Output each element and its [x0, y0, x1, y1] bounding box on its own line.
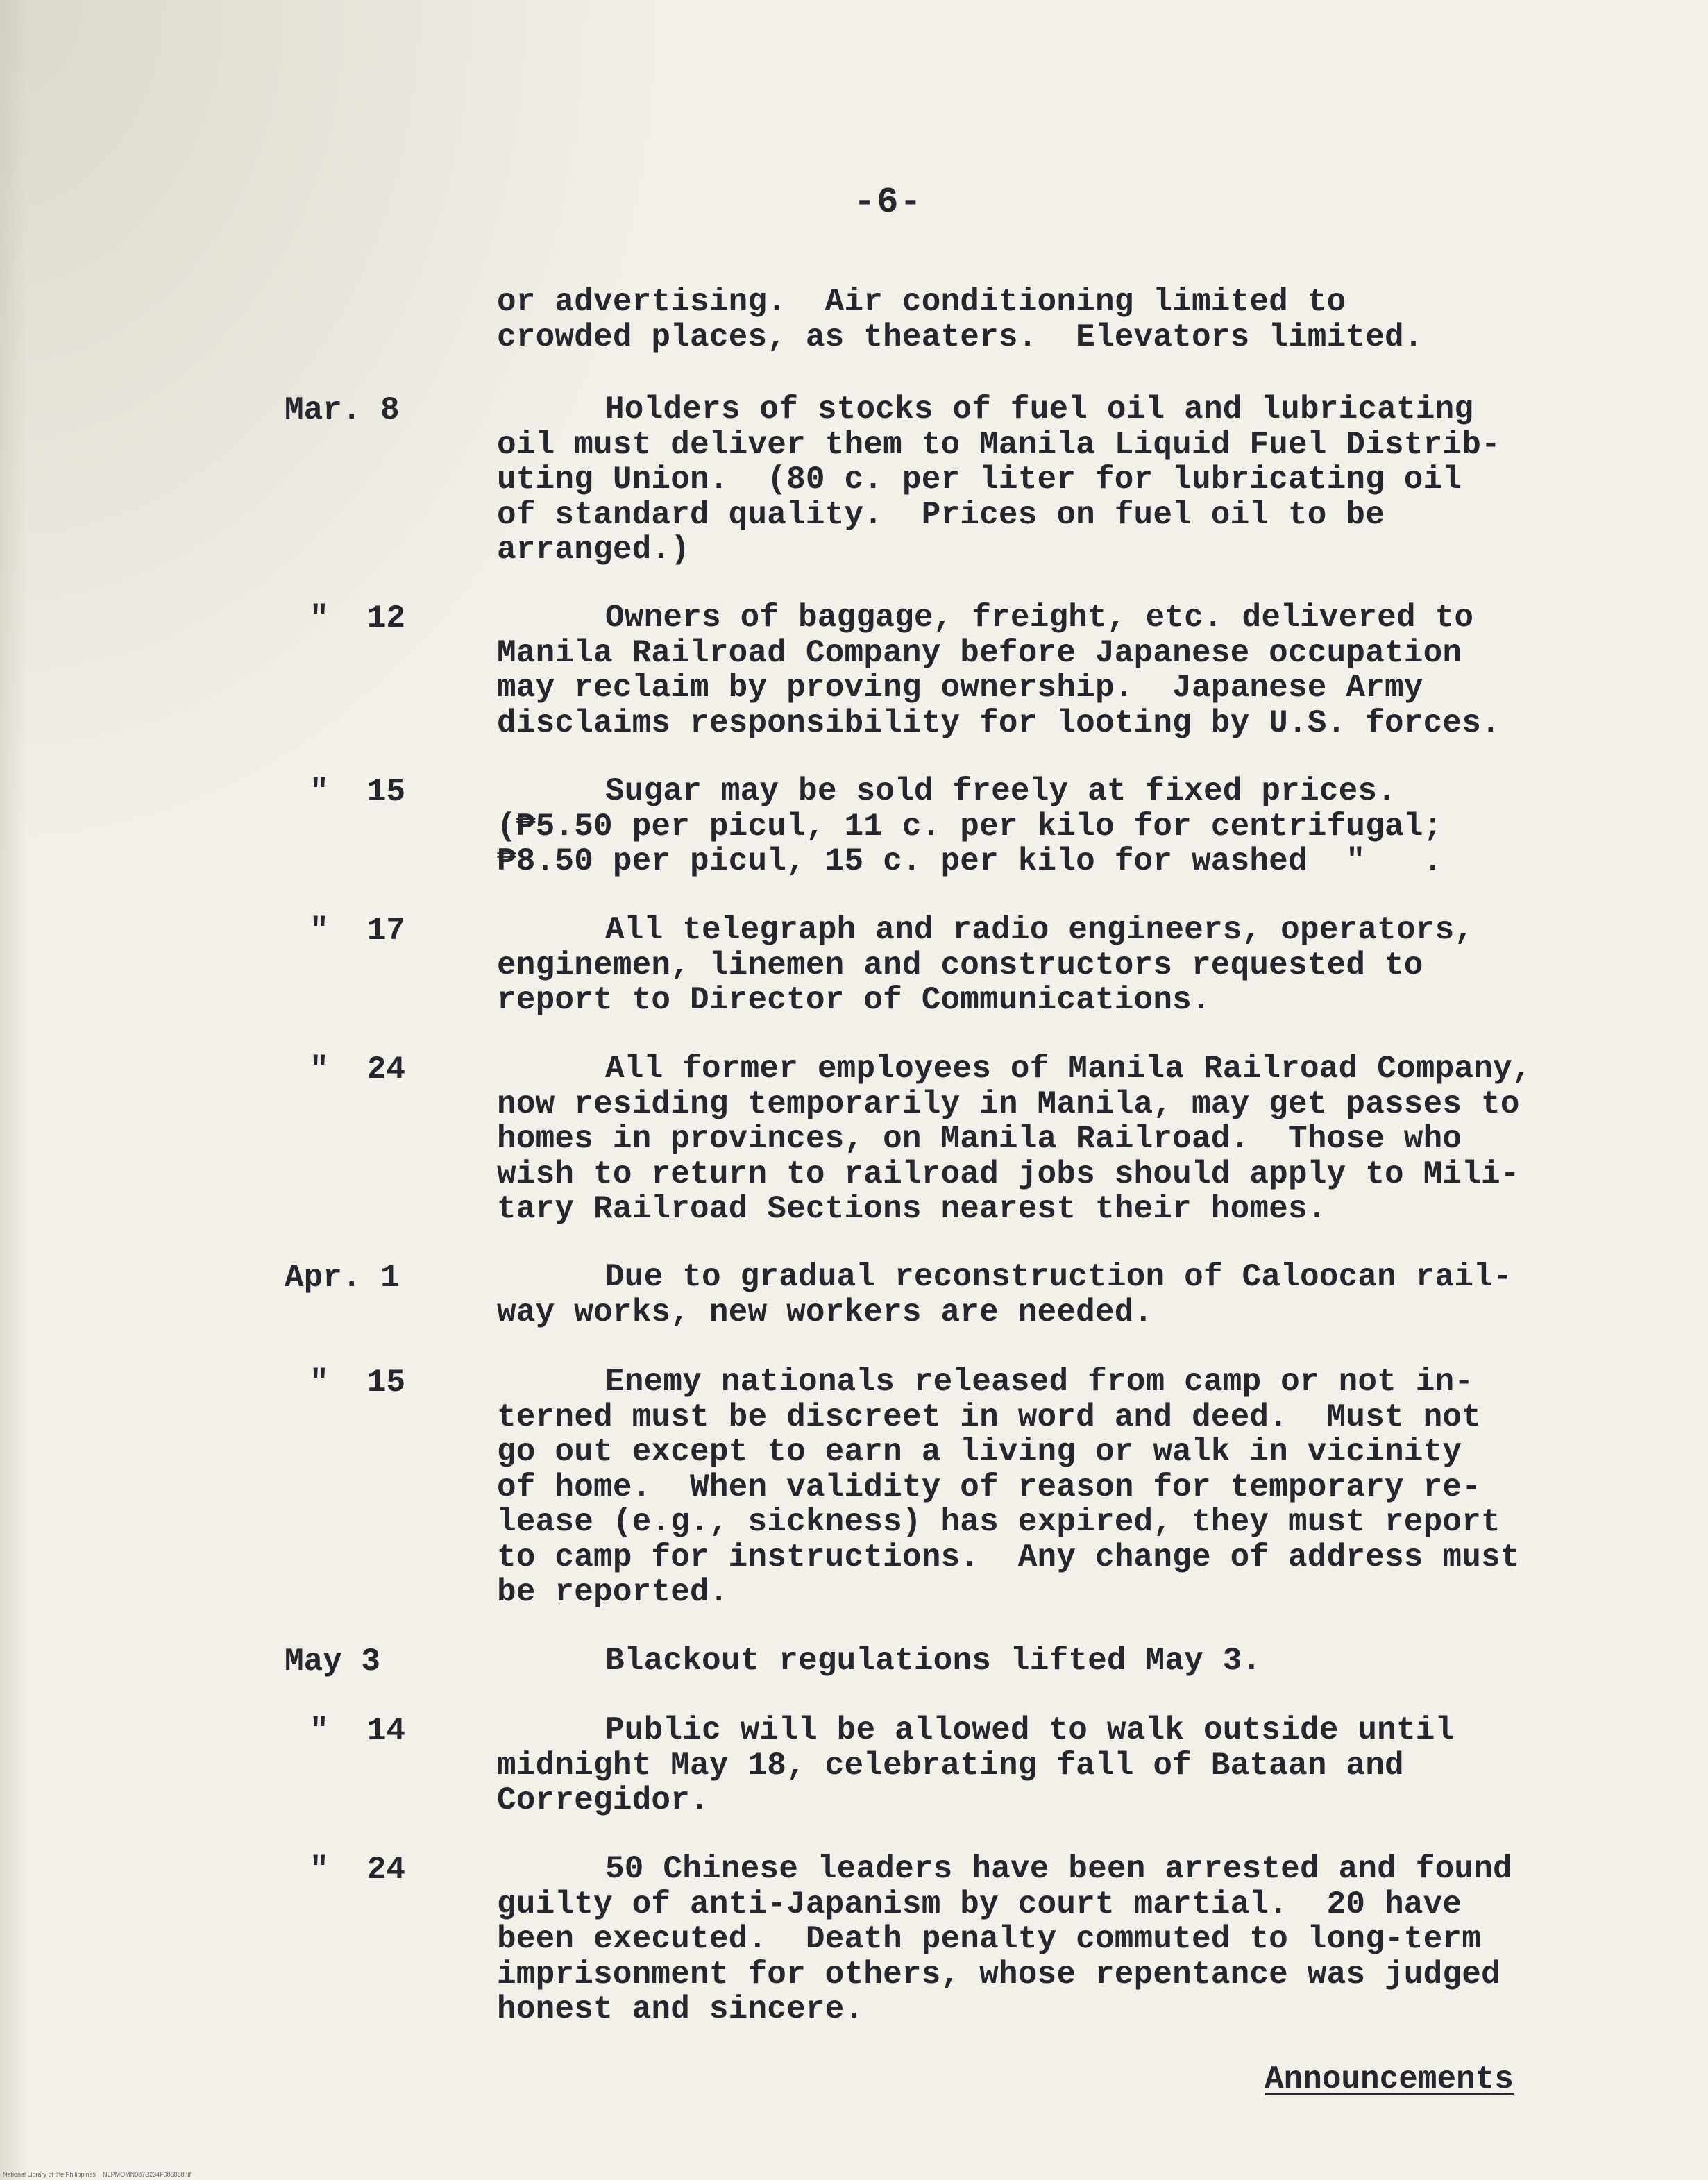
entry-text — [497, 1051, 1642, 1227]
text-line: midnight May 18, celebrating fall of Bataan and — [497, 1747, 1404, 1784]
entry-date: " 15 — [310, 1364, 406, 1401]
page-number: -6- — [854, 182, 923, 223]
text-line: Holders of stocks of fuel oil and lubricating — [605, 391, 1474, 428]
entry-date: May 3 — [285, 1644, 381, 1680]
entry-date: " 12 — [310, 600, 406, 636]
text-line: 50 Chinese leaders have been arrested and found — [605, 1851, 1512, 1887]
entry-text — [497, 1713, 1642, 1818]
entry-date: Apr. 1 — [285, 1260, 400, 1296]
text-line: wish to return to railroad jobs should apply to Mili- — [497, 1156, 1520, 1192]
text-line: (₱5.50 per picul, 11 c. per kilo for centrifugal; — [497, 808, 1443, 845]
text-line: go out except to earn a living or walk in vicinity — [497, 1434, 1462, 1470]
archive-footer-note: National Library of the Philippines NLPMOMN087B234F086888.tif — [3, 2171, 192, 2178]
text-line: Due to gradual reconstruction of Caloocan rail- — [605, 1259, 1512, 1295]
text-line: may reclaim by proving ownership. Japanese Army — [497, 670, 1423, 706]
entry-text — [497, 1364, 1642, 1610]
text-line: be reported. — [497, 1574, 729, 1610]
entry-date: Mar. 8 — [285, 392, 400, 428]
text-line: terned must be discreet in word and deed. Must not — [497, 1399, 1482, 1435]
entry-date: " 24 — [310, 1852, 406, 1888]
text-line: of home. When validity of reason for temporary re- — [497, 1469, 1482, 1505]
text-line: been executed. Death penalty commuted to long-term — [497, 1921, 1482, 1957]
entry-text — [497, 1644, 1642, 1679]
text-line: Sugar may be sold freely at fixed prices. — [605, 773, 1396, 809]
entry-text — [497, 1260, 1642, 1330]
entry-text — [497, 392, 1642, 568]
entry-date: " 15 — [310, 774, 406, 810]
text-line: Public will be allowed to walk outside until — [605, 1712, 1455, 1748]
text-line: Corregidor. — [497, 1782, 709, 1818]
continued-paragraph — [497, 285, 1642, 355]
entry-date: " 17 — [310, 913, 406, 949]
text-line: uting Union. (80 c. per liter for lubricating oil — [497, 462, 1462, 498]
entry-date: " 14 — [310, 1713, 406, 1749]
text-line: way works, new workers are needed. — [497, 1294, 1153, 1330]
text-line: or advertising. Air conditioning limited to — [497, 284, 1346, 320]
text-line: Manila Railroad Company before Japanese occupation — [497, 634, 1462, 671]
entry-date: " 24 — [310, 1051, 406, 1088]
text-line: All telegraph and radio engineers, operators, — [605, 912, 1474, 948]
section-heading-announcements: Announcements — [1265, 2061, 1514, 2097]
text-line: now residing temporarily in Manila, may get passes to — [497, 1085, 1520, 1122]
text-line: arranged.) — [497, 532, 691, 568]
text-line: homes in provinces, on Manila Railroad. Those who — [497, 1121, 1462, 1157]
text-line: honest and sincere. — [497, 1991, 864, 2027]
text-line: crowded places, as theaters. Elevators limited. — [497, 319, 1423, 355]
text-line: report to Director of Communications. — [497, 982, 1211, 1018]
entry-text — [497, 600, 1642, 741]
entry-text — [497, 774, 1642, 879]
text-line: Blackout regulations lifted May 3. — [605, 1643, 1262, 1679]
text-line: Enemy nationals released from camp or not in- — [605, 1364, 1474, 1400]
text-line: to camp for instructions. Any change of address must — [497, 1539, 1520, 1575]
entry-text — [497, 1852, 1642, 2027]
text-line: oil must deliver them to Manila Liquid Fuel Distrib- — [497, 426, 1500, 463]
text-line: All former employees of Manila Railroad Company, — [605, 1051, 1532, 1087]
text-line: lease (e.g., sickness) has expired, they must report — [497, 1504, 1500, 1540]
text-line: Owners of baggage, freight, etc. delivered to — [605, 600, 1474, 636]
text-line: guilty of anti-Japanism by court martial. 20 have — [497, 1886, 1462, 1923]
text-line: enginemen, linemen and constructors requested to — [497, 947, 1423, 983]
text-line: imprisonment for others, whose repentance was judged — [497, 1956, 1500, 1993]
entry-text — [497, 913, 1642, 1018]
text-line: tary Railroad Sections nearest their homes. — [497, 1191, 1327, 1227]
text-line: ₱8.50 per picul, 15 c. per kilo for washed " . — [497, 843, 1443, 879]
text-line: disclaims responsibility for looting by U.S. forces. — [497, 704, 1500, 741]
text-line: of standard quality. Prices on fuel oil to be — [497, 496, 1385, 533]
